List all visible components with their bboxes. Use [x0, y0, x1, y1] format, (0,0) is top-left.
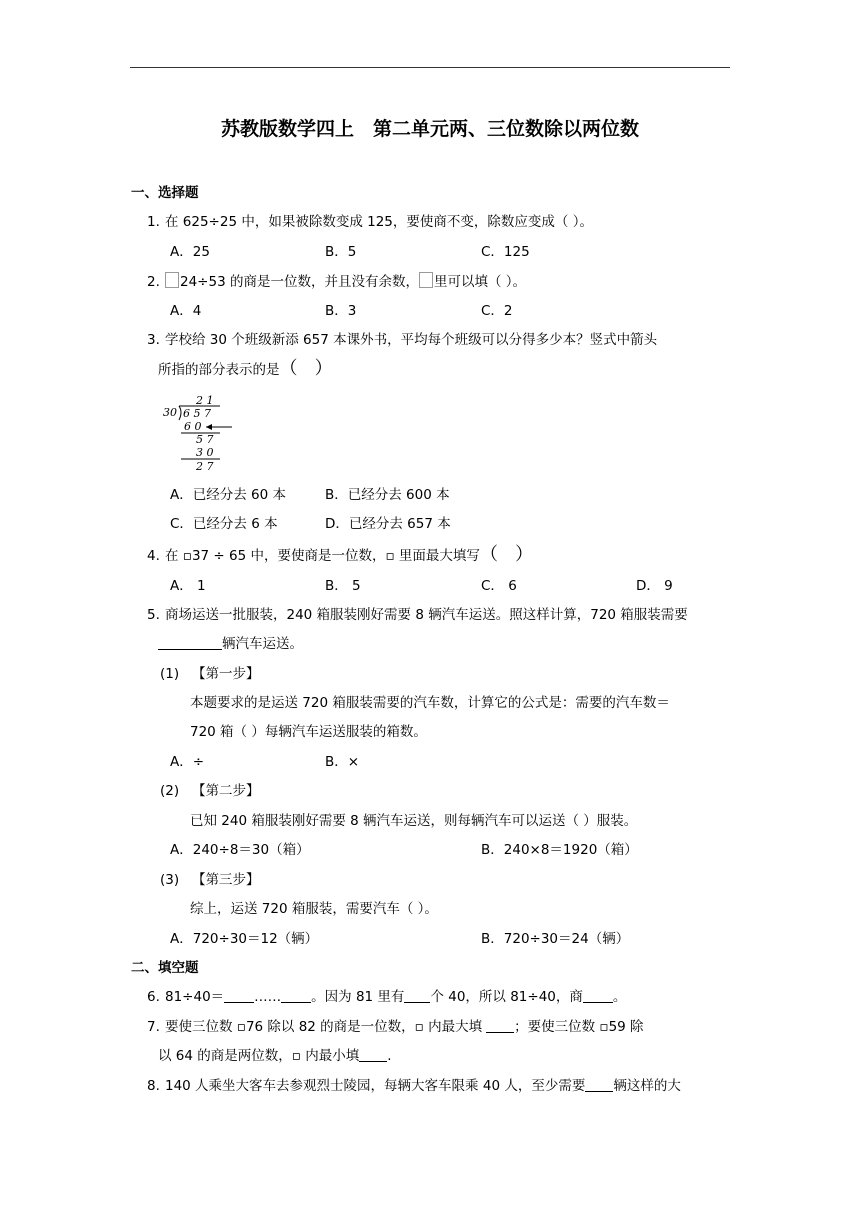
step-heading: 【第二步】 — [192, 783, 260, 799]
answer-blank[interactable] — [281, 1002, 311, 1003]
sub-question-label: (3) — [160, 872, 180, 888]
q4-option-d[interactable]: D． 9 — [636, 578, 673, 594]
question-number: 1. — [147, 214, 160, 230]
question-number: 2. — [147, 274, 160, 290]
answer-paren: （ ） — [479, 544, 534, 565]
question-number: 5. — [147, 607, 160, 623]
sub1-text-line1: 本题要求的是运送 720 箱服装需要的汽车数，计算它的公式是：需要的汽车数＝ — [190, 695, 670, 711]
division-divisor: 30 — [163, 406, 177, 419]
question-number: 3. — [147, 332, 160, 348]
division-row-3: 3 0 — [196, 446, 214, 459]
blank-box — [419, 272, 433, 288]
stem-part: …… — [254, 989, 282, 1005]
q3-option-c[interactable]: C．已经分去 6 本 — [170, 516, 278, 532]
top-rule — [130, 67, 730, 68]
section-heading-choice: 一、选择题 — [131, 185, 199, 201]
question-2 — [147, 272, 526, 291]
sub2-text-line1: 已知 240 箱服装刚好需要 8 辆汽车运送，则每辆汽车可以运送（ ）服装。 — [190, 813, 638, 829]
arrow-head-icon — [206, 424, 212, 430]
q3-option-b[interactable]: B．已经分去 600 本 — [325, 487, 450, 503]
stem-part: 辆这样的大 — [613, 1078, 681, 1094]
sub2-option-b[interactable]: B．240×8＝1920（箱） — [481, 842, 638, 858]
stem-part: 。 — [612, 989, 627, 1005]
q1-option-b[interactable]: B．5 — [325, 244, 357, 260]
sub-question-label: (1) — [160, 666, 180, 682]
stem-part: 140 人乘坐大客车去参观烈士陵园，每辆大客车限乘 40 人，至少需要 — [165, 1078, 586, 1094]
q2-option-a[interactable]: A．4 — [170, 303, 202, 319]
sub3-option-a[interactable]: A．720÷30＝12（辆） — [170, 931, 319, 947]
q2-option-c[interactable]: C．2 — [481, 303, 513, 319]
sub1-option-a[interactable]: A．÷ — [170, 754, 205, 770]
sub3-text-line1: 综上，运送 720 箱服装，需要汽车（ ）。 — [190, 901, 438, 917]
question-4 — [147, 546, 533, 565]
q1-option-c[interactable]: C．125 — [481, 244, 530, 260]
question-number: 8. — [147, 1078, 160, 1094]
question-number: 6. — [147, 989, 160, 1005]
question-number: 4. — [147, 548, 160, 564]
q3-option-d[interactable]: D．已经分去 657 本 — [325, 516, 451, 532]
stem-part: 。因为 81 里有 — [311, 989, 405, 1005]
division-row-4: 2 7 — [196, 460, 214, 473]
question-3-line2 — [158, 360, 333, 379]
answer-blank[interactable] — [583, 1002, 613, 1003]
answer-blank[interactable] — [486, 1032, 514, 1033]
question-8 — [147, 1077, 681, 1095]
question-7-line2 — [158, 1047, 392, 1065]
sub1-option-b[interactable]: B．× — [325, 754, 360, 770]
answer-blank[interactable] — [585, 1091, 613, 1092]
question-number: 7. — [147, 1019, 160, 1035]
division-dividend: 6 5 7 — [183, 407, 211, 420]
sub2-option-a[interactable]: A．240÷8＝30（箱） — [170, 842, 310, 858]
answer-paren: （ ） — [279, 358, 333, 379]
sub3-option-b[interactable]: B．720÷30＝24（辆） — [481, 931, 630, 947]
section-heading-fill: 二、填空题 — [131, 960, 199, 976]
question-stem: 学校给 30 个班级新添 657 本课外书，平均每个班级可以分得多少本？竖式中箭头 — [165, 332, 658, 348]
sub1-text-line2: 720 箱（ ）每辆汽车运送服装的箱数。 — [190, 724, 427, 740]
division-row-1: 6 0 — [184, 420, 202, 433]
stem-part: 81÷40＝ — [165, 989, 225, 1005]
answer-blank[interactable] — [359, 1061, 387, 1062]
q4-option-a[interactable]: A． 1 — [170, 578, 206, 594]
answer-blank[interactable] — [158, 649, 222, 650]
q2-option-b[interactable]: B．3 — [325, 303, 357, 319]
long-division-figure — [162, 393, 238, 473]
q1-option-a[interactable]: A．25 — [170, 244, 210, 260]
question-6 — [147, 988, 626, 1006]
division-quotient: 2 1 — [196, 394, 214, 407]
step-heading: 【第一步】 — [192, 666, 260, 682]
question-5 — [147, 606, 688, 624]
stem-part: 个 40，所以 81÷40，商 — [430, 989, 583, 1005]
stem-part: 以 64 的商是两位数，▫ 内最小填 — [158, 1048, 360, 1064]
blank-box — [165, 272, 179, 288]
question-stem: 在 ▫37 ÷ 65 中，要使商是一位数，▫ 里面最大填写 — [165, 548, 480, 564]
question-3 — [147, 331, 657, 349]
stem-part: . — [387, 1048, 392, 1064]
q4-option-c[interactable]: C． 6 — [481, 578, 517, 594]
answer-blank[interactable] — [404, 1002, 430, 1003]
stem-part: 要使三位数 ▫76 除以 82 的商是一位数，▫ 内最大填 — [165, 1019, 483, 1035]
step-heading: 【第三步】 — [192, 872, 260, 888]
question-stem: 商场运送一批服装，240 箱服装刚好需要 8 辆汽车运送。照这样计算，720 箱服装需要 — [165, 607, 688, 623]
stem-part: ；要使三位数 ▫59 除 — [514, 1019, 644, 1035]
division-row-2: 5 7 — [196, 433, 214, 446]
sub-question-1 — [160, 665, 260, 683]
q4-option-b[interactable]: B． 5 — [325, 578, 361, 594]
question-stem-part: 24÷53 的商是一位数，并且没有余数， — [180, 274, 419, 290]
answer-blank[interactable] — [224, 1002, 254, 1003]
sub-question-2 — [160, 782, 260, 800]
question-5-line2 — [158, 635, 303, 653]
question-stem: 在 625÷25 中，如果被除数变成 125，要使商不变，除数应变成（ ）。 — [165, 214, 593, 230]
question-1 — [147, 213, 593, 231]
q3-option-a[interactable]: A．已经分去 60 本 — [170, 487, 286, 503]
sub-question-label: (2) — [160, 783, 180, 799]
question-7 — [147, 1018, 644, 1036]
page-title: 苏教版数学四上 第二单元两、三位数除以两位数 — [220, 118, 639, 140]
question-stem: 辆汽车运送。 — [222, 636, 303, 652]
question-stem: 所指的部分表示的是 — [158, 362, 280, 378]
question-stem-part: 里可以填（ ）。 — [433, 274, 527, 290]
sub-question-3 — [160, 871, 260, 889]
